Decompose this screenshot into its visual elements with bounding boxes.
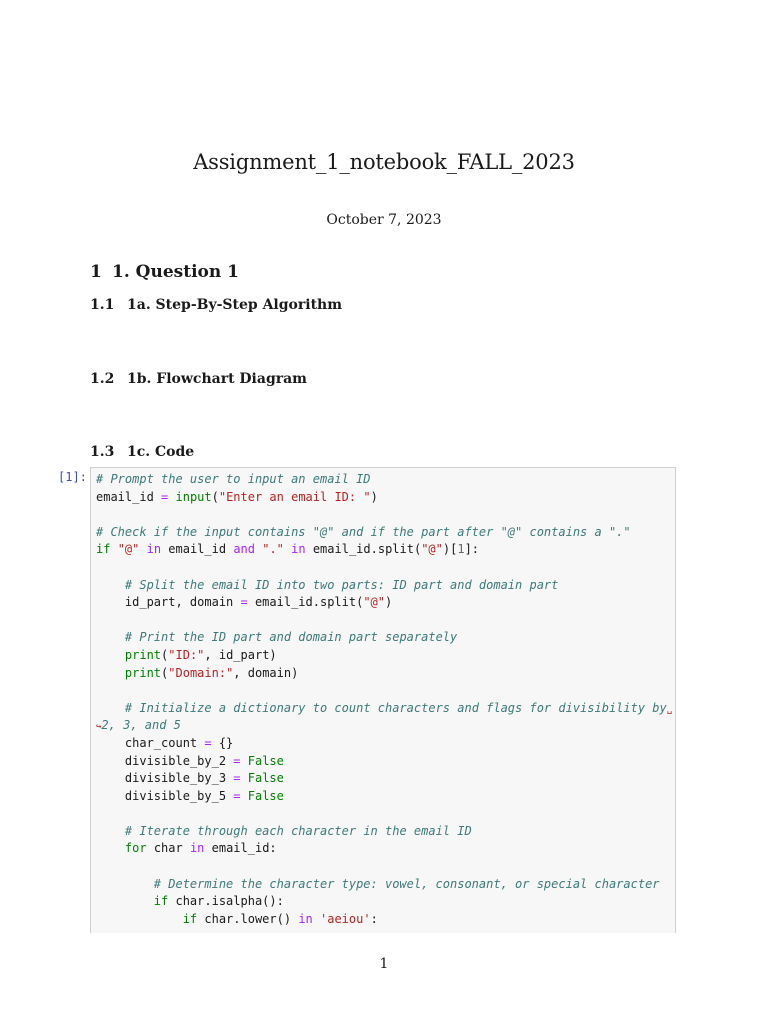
code-line: if char.lower() in 'aeiou': <box>182 911 378 926</box>
code-line <box>96 858 675 876</box>
section-1-3-heading <box>90 444 194 460</box>
code-line: # Iterate through each character in the email ID <box>124 823 472 838</box>
section-number: 1.3 <box>90 444 115 460</box>
section-title: 1c. Code <box>127 444 195 460</box>
document-date: October 7, 2023 <box>326 212 442 228</box>
page-number: 1 <box>379 956 389 972</box>
section-1-heading <box>90 262 239 282</box>
code-line <box>96 506 675 524</box>
code-line: # Split the email ID into two parts: ID part and domain part <box>124 577 559 592</box>
code-line: divisible_by_2 = False <box>96 753 284 768</box>
code-line <box>96 612 675 630</box>
code-line: print("ID:", id_part) <box>124 647 277 662</box>
section-1-2-heading <box>90 371 307 387</box>
code-line: if char.isalpha(): <box>153 894 284 909</box>
code-line <box>96 682 675 700</box>
code-line: id_part, domain = email_id.split("@") <box>96 595 393 610</box>
code-line: print("Domain:", domain) <box>124 665 299 680</box>
code-line: char_count = {} <box>96 735 234 750</box>
section-title: 1b. Flowchart Diagram <box>127 371 307 387</box>
section-title: 1. Question 1 <box>112 262 239 282</box>
section-number: 1 <box>90 262 102 282</box>
code-cell[interactable] <box>90 467 676 933</box>
document-title: Assignment_1_notebook_FALL_2023 <box>193 150 575 174</box>
section-title: 1a. Step-By-Step Algorithm <box>127 297 343 313</box>
code-line: email_id = input("Enter an email ID: ") <box>96 489 378 504</box>
section-1-1-heading <box>90 297 342 313</box>
code-line: ↪2, 3, and 5 <box>96 718 181 733</box>
code-line: # Prompt the user to input an email ID <box>96 472 371 486</box>
code-line <box>96 805 675 823</box>
code-line: # Print the ID part and domain part separately <box>124 630 458 645</box>
code-line <box>96 559 675 577</box>
code-line: for char in email_id: <box>124 841 277 856</box>
code-block <box>91 468 675 928</box>
cell-prompt: [1]: <box>58 470 87 484</box>
section-number: 1.2 <box>90 371 115 387</box>
code-line: divisible_by_5 = False <box>96 788 284 803</box>
code-line: # Check if the input contains "@" and if the part after "@" contains a "." <box>96 524 631 539</box>
code-line: # Initialize a dictionary to count characters and flags for divisibility by␣ <box>124 700 673 715</box>
section-number: 1.1 <box>90 297 115 313</box>
code-line: divisible_by_3 = False <box>96 771 284 786</box>
code-line: # Determine the character type: vowel, consonant, or special character <box>153 876 660 891</box>
code-line: if "@" in email_id and "." in email_id.split("@")[1]: <box>96 542 480 557</box>
